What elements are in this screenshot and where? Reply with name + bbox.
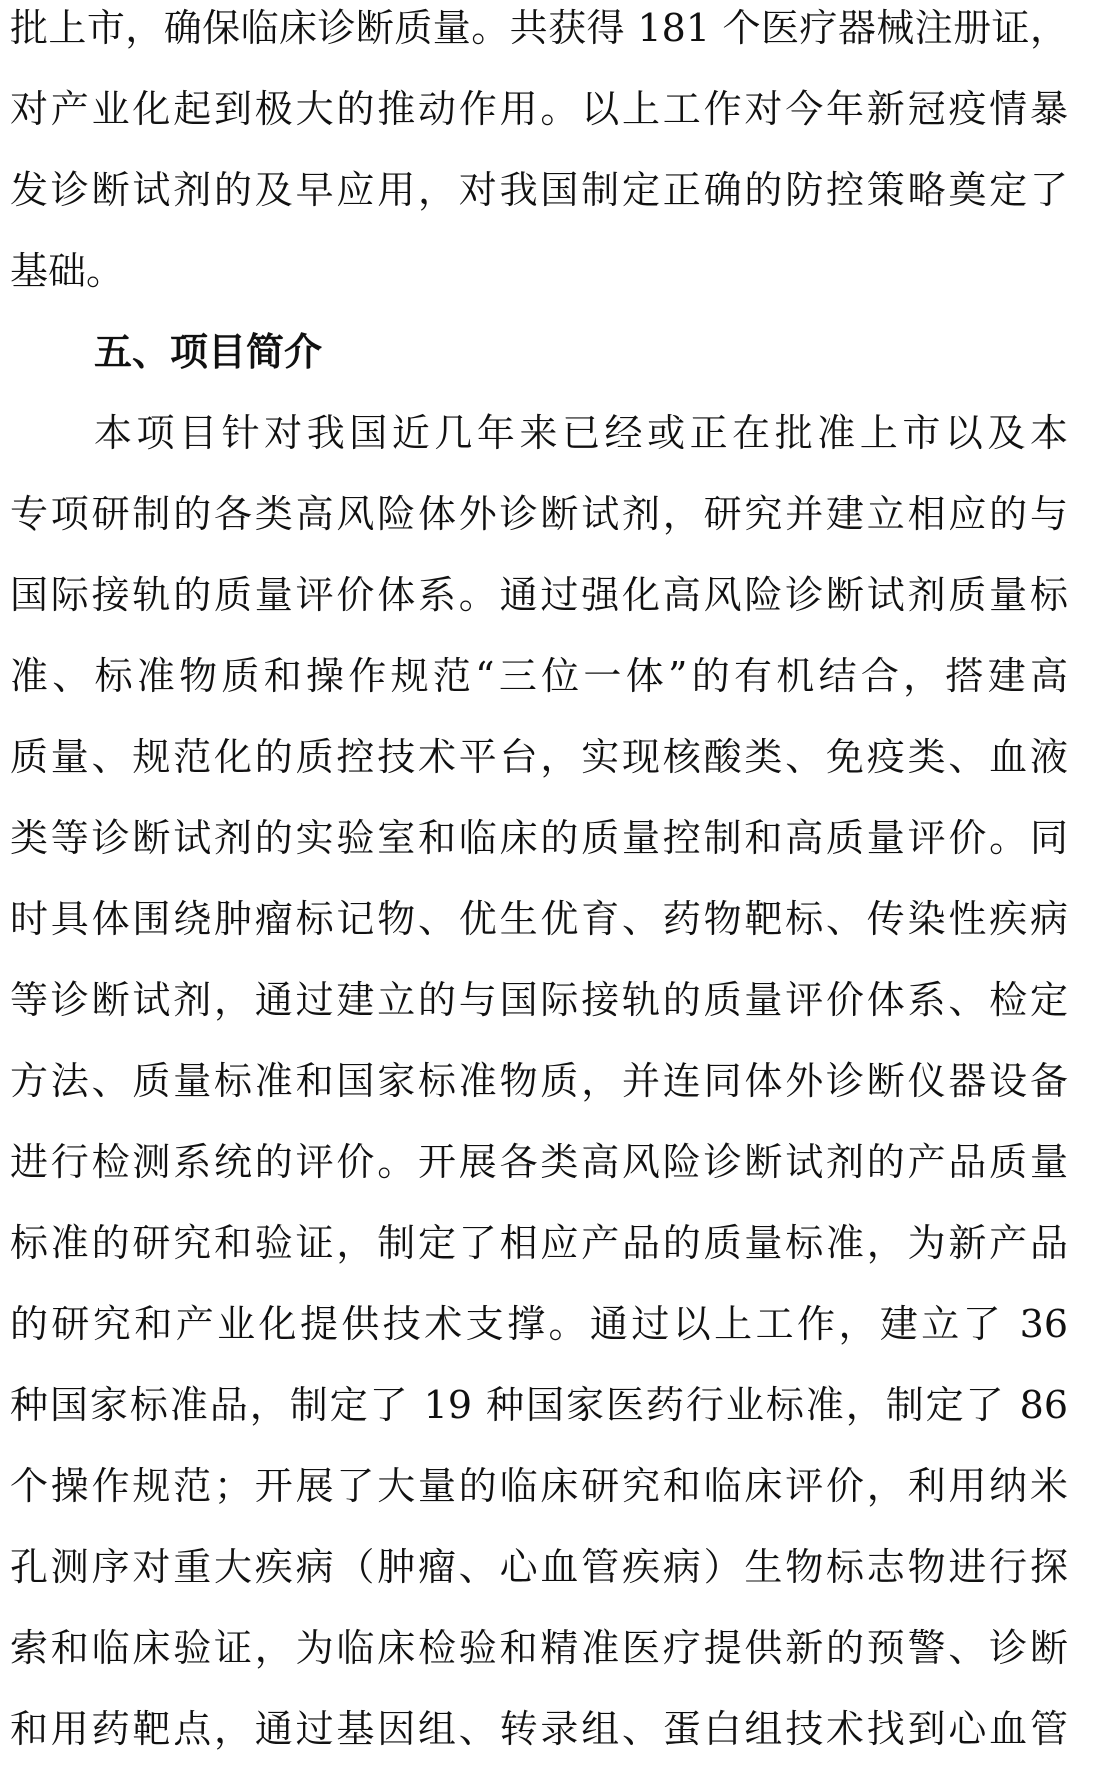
text-line: 标准的研究和验证，制定了相应产品的质量标准，为新产品 [10, 1221, 1068, 1265]
text-line: 专项研制的各类高风险体外诊断试剂，研究并建立相应的与 [10, 492, 1068, 536]
text-line: 方法、质量标准和国家标准物质，并连同体外诊断仪器设备 [10, 1059, 1068, 1103]
text-line: 基础。 [10, 249, 125, 293]
text-line: 发诊断试剂的及早应用，对我国制定正确的防控策略奠定了 [10, 168, 1068, 212]
text-line: 本项目针对我国近几年来已经或正在批准上市以及本 [94, 411, 1068, 455]
section-heading: 五、项目简介 [94, 330, 323, 374]
text-line: 种国家标准品，制定了 19 种国家医药行业标准，制定了 86 [10, 1383, 1068, 1427]
text-line: 索和临床验证，为临床检验和精准医疗提供新的预警、诊断 [10, 1626, 1068, 1670]
paragraph-project-intro [10, 393, 1068, 1770]
text-line: 进行检测系统的评价。开展各类高风险诊断试剂的产品质量 [10, 1140, 1068, 1184]
text-line: 类等诊断试剂的实验室和临床的质量控制和高质量评价。同 [10, 816, 1068, 860]
text-line: 准、标准物质和操作规范“三位一体”的有机结合，搭建高 [10, 654, 1068, 698]
text-line: 和用药靶点，通过基因组、转录组、蛋白组技术找到心血管 [10, 1707, 1068, 1751]
text-line: 国际接轨的质量评价体系。通过强化高风险诊断试剂质量标 [10, 573, 1068, 617]
text-line: 个操作规范；开展了大量的临床研究和临床评价，利用纳米 [10, 1464, 1068, 1508]
text-line: 质量、规范化的质控技术平台，实现核酸类、免疫类、血液 [10, 735, 1068, 779]
document-page [10, 0, 1068, 1770]
text-line: 等诊断试剂，通过建立的与国际接轨的质量评价体系、检定 [10, 978, 1068, 1022]
paragraph-previous [10, 0, 1068, 312]
text-line: 对产业化起到极大的推动作用。以上工作对今年新冠疫情暴 [10, 87, 1068, 131]
text-line: 的研究和产业化提供技术支撑。通过以上工作，建立了 36 [10, 1302, 1068, 1346]
text-line: 孔测序对重大疾病（肿瘤、心血管疾病）生物标志物进行探 [10, 1545, 1068, 1589]
text-line: 批上市，确保临床诊断质量。共获得 181 个医疗器械注册证， [10, 6, 1068, 50]
text-line: 时具体围绕肿瘤标记物、优生优育、药物靶标、传染性疾病 [10, 897, 1068, 941]
